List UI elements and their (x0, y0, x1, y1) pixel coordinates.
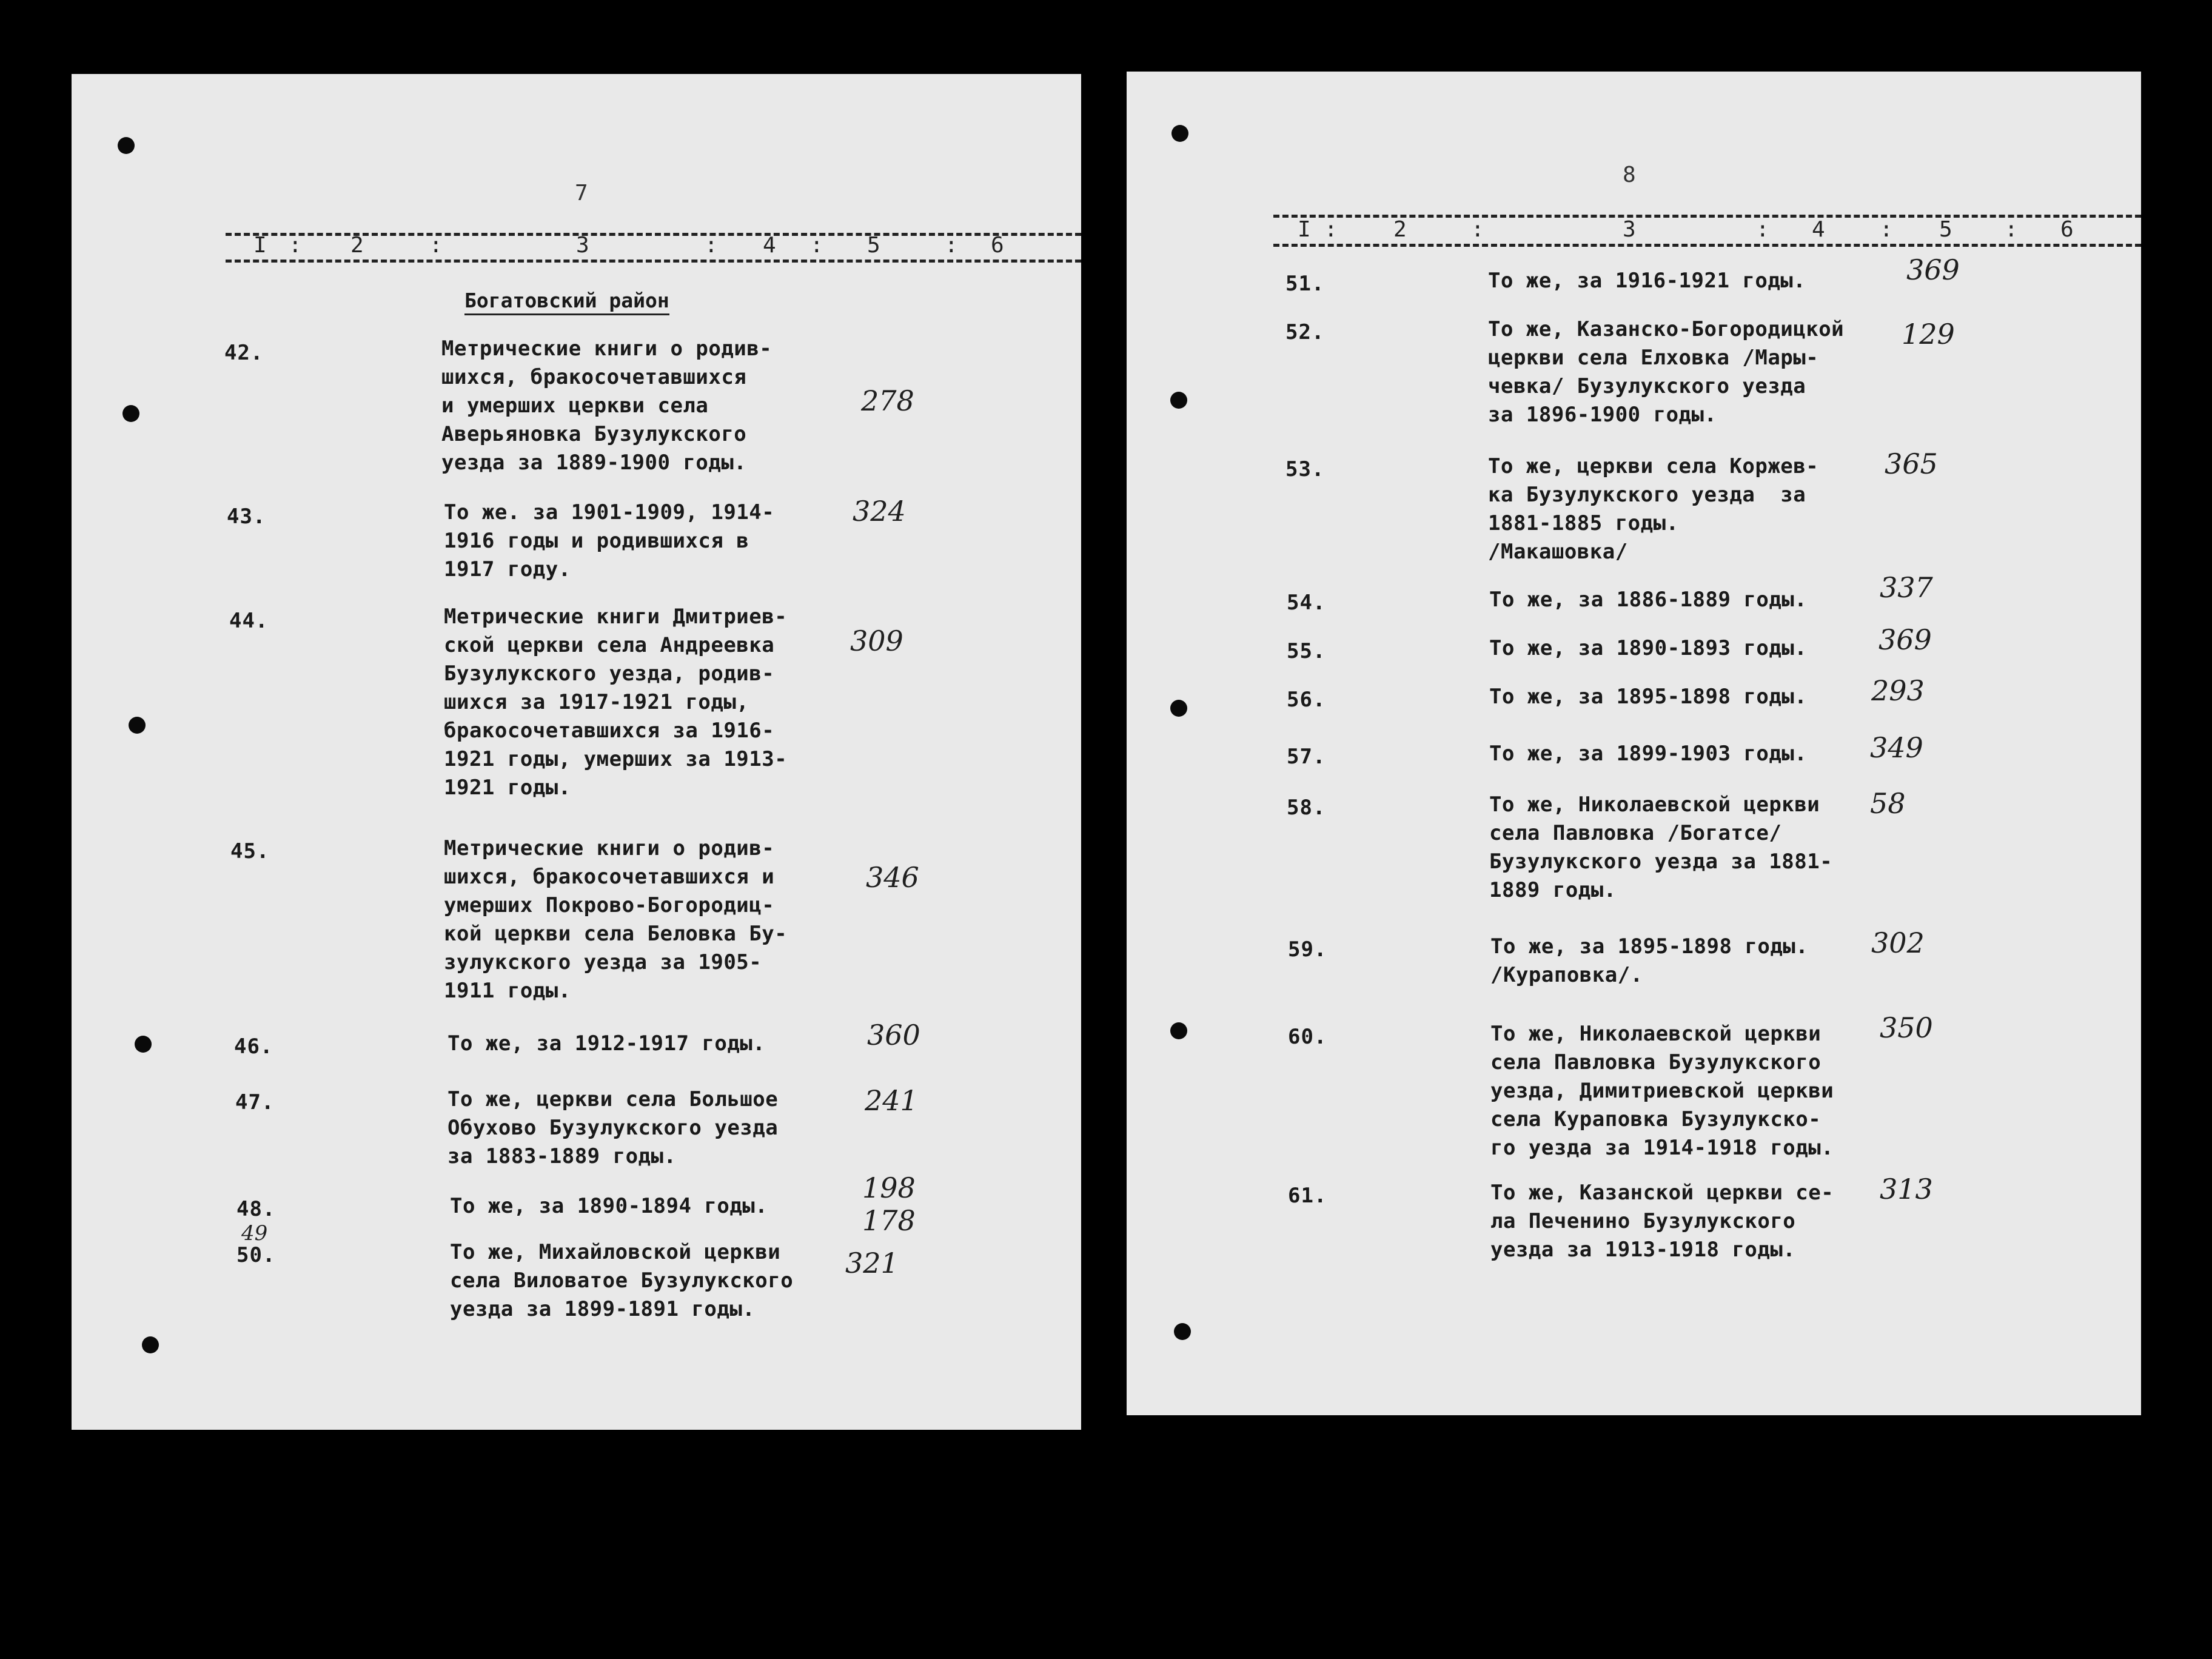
page-number: 7 (575, 181, 588, 206)
entry-description: Метрические книги о родив- шихся, бракосочетавшихся и умерших церкви села Аверьяновка Бузулукского уезда за 1889-1900 годы. (441, 337, 773, 475)
handwritten-count: 293 (1871, 674, 1925, 707)
entry-number: 56. (1287, 688, 1326, 712)
punch-hole (1171, 125, 1188, 142)
table-header-rule (1273, 244, 2141, 247)
punch-hole (1170, 700, 1187, 717)
punch-hole (1170, 392, 1187, 409)
region-title: Богатовский район (464, 289, 669, 315)
handwritten-count: 337 (1880, 571, 1933, 604)
entry-description: Метрические книги о родив- шихся, бракосочетавшихся и умерших Покрово-Богородиц- кой церкви села Беловка Бу- зулукского уезда за 1905- 1911 годы. (444, 836, 788, 1003)
left-page: 7 I : 2 : 3 : 4 : 5 : 6 Богатовский район 42. Метрические книги о родив- шихся, бракосочетавшихся и умерших церкви села Аверьяновка Бузулукского уезда за 1889-1900 годы. 278 43. То же. за 1901-1909, 1914- 1916 годы и родившихся в 1917 году. 324 44. Метрические книги Дмитриев- ской церкви села Андреевка Бузулукского уезда, родив- шихся за 1917-1921 годы, бракосочетавшихся за 1916- 1921 годы, умерших за 1913- 1921 годы. 309 45. Метрические книги о родив- шихся, бракосочетавшихся и умерших Покрово-Богородиц- кой церкви села Беловка Бу- зулукского уезда за 1905- 1911 годы. 346 46. То же, за 1912-1917 годы. 360 47. То же, церкви села Большое Обухово Бузулукского уезда за 1883-1889 годы. 241 48. То же, за 1890-1894 годы. 198 49 178 50. То же, Михайловской церкви села Виловатое Бузулукского уезда за 1899-1891 годы. 321 (72, 74, 1081, 1430)
handwritten-count: 302 (1871, 927, 1925, 959)
entry-description: Метрические книги Дмитриев- ской церкви села Андреевка Бузулукского уезда, родив- шихся за 1917-1921 годы, бракосочетавшихся за 1916- 1921 годы, умерших за 1913- 1921 годы. (444, 605, 788, 800)
punch-hole (135, 1036, 152, 1053)
entry-number: 42. (224, 341, 264, 365)
handwritten-count: 58 (1870, 787, 1906, 820)
entry-description: То же, церкви села Большое Обухово Бузулукского уезда за 1883-1889 годы. (447, 1087, 779, 1168)
entry-description: То же, за 1895-1898 годы. (1489, 685, 1808, 709)
handwritten-count: 178 (862, 1204, 916, 1237)
entry-description: То же, за 1895-1898 годы. /Кураповка/. (1490, 934, 1809, 987)
entry-description: То же, Казанско-Богородицкой церкви села Елховка /Мары- чевка/ Бузулукского уезда за 1896-1900 годы. (1488, 317, 1845, 427)
entry-number: 48. (236, 1197, 276, 1221)
handwritten-count: 350 (1880, 1011, 1933, 1044)
entry-description: То же, за 1890-1893 годы. (1489, 636, 1808, 660)
page-number: 8 (1623, 163, 1636, 187)
entry-description: То же, Михайловской церкви села Виловатое Бузулукского уезда за 1899-1891 годы. (450, 1240, 794, 1321)
entry-description: То же, Николаевской церкви села Павловка /Богатсе/ Бузулукского уезда за 1881- 1889 годы. (1489, 793, 1833, 902)
handwritten-count: 324 (853, 495, 906, 528)
entry-number: 44. (229, 609, 269, 633)
table-header-rule (226, 260, 1081, 263)
entry-description: То же, церкви села Коржев- ка Бузулукского уезда за 1881-1885 годы. /Макашовка/ (1488, 454, 1819, 564)
entry-description: То же. за 1901-1909, 1914- 1916 годы и родившихся в 1917 году. (444, 500, 775, 581)
entry-number: 59. (1288, 937, 1327, 962)
handwritten-count: 369 (1906, 253, 1960, 286)
right-page: 8 I : 2 : 3 : 4 : 5 : 6 51. То же, за 1916-1921 годы. 369 52. То же, Казанско-Богородицкой церкви села Елховка /Мары- чевка/ Бузулукского уезда за 1896-1900 годы. 129 53. То же, церкви села Коржев- ка Бузулукского уезда за 1881-1885 годы. /Макашовка/ 365 54. То же, за 1886-1889 годы. 337 55. То же, за 1890-1893 годы. 369 56. То же, за 1895-1898 годы. 293 57. То же, за 1899-1903 годы. 349 58. То же, Николаевской церкви села Павловка /Богатсе/ Бузулукского уезда за 1881- 1889 годы. 58 59. То же, за 1895-1898 годы. /Кураповка/. 302 60. То же, Николаевской церкви села Павловка Бузулукского уезда, Димитриевской церкви села Кураповка Бузулукско- го уезда за 1914-1918 годы. 350 61. То же, Казанской церкви се- ла Печенино Бузулукского уезда за 1913-1918 годы. 313 (1127, 72, 2141, 1415)
handwritten-count: 360 (867, 1019, 920, 1051)
handwritten-count: 278 (861, 384, 914, 417)
entry-description: То же, за 1890-1894 годы. (450, 1194, 768, 1218)
punch-hole (129, 717, 146, 734)
entry-description: То же, за 1916-1921 годы. (1488, 269, 1806, 293)
punch-hole (1170, 1022, 1187, 1039)
punch-hole (142, 1336, 159, 1353)
entry-number: 57. (1287, 745, 1326, 769)
entry-number: 52. (1285, 320, 1325, 344)
entry-number: 58. (1287, 796, 1326, 820)
handwritten-count: 365 (1885, 447, 1938, 480)
punch-hole (1174, 1323, 1191, 1340)
entry-description: То же, за 1886-1889 годы. (1489, 588, 1808, 612)
entry-number: 55. (1287, 639, 1326, 663)
entry-description: То же, Казанской церкви се- ла Печенино Бузулукского уезда за 1913-1918 годы. (1490, 1181, 1834, 1262)
entry-number: 50. (236, 1243, 276, 1267)
handwritten-count: 369 (1879, 623, 1932, 656)
handwritten-count: 321 (845, 1247, 899, 1279)
entry-number: 60. (1288, 1025, 1327, 1049)
punch-hole (122, 405, 139, 422)
handwritten-count: 346 (866, 861, 919, 894)
punch-hole (118, 137, 135, 154)
entry-description: То же, Николаевской церкви села Павловка Бузулукского уезда, Димитриевской церкви села Кураповка Бузулукско- го уезда за 1914-1918 годы. (1490, 1022, 1834, 1160)
entry-number: 53. (1285, 457, 1325, 481)
handwritten-entry-number: 49 (241, 1221, 268, 1245)
handwritten-count: 349 (1870, 731, 1923, 764)
entry-number: 43. (227, 504, 266, 529)
handwritten-count: 129 (1902, 318, 1955, 350)
entry-number: 45. (230, 839, 270, 863)
handwritten-count: 309 (850, 625, 903, 657)
entry-description: То же, за 1899-1903 годы. (1489, 742, 1808, 766)
entry-number: 47. (235, 1090, 275, 1114)
entry-number: 61. (1288, 1184, 1327, 1208)
handwritten-count: 198 (862, 1171, 916, 1204)
handwritten-count: 313 (1880, 1173, 1933, 1205)
entry-number: 51. (1285, 272, 1325, 296)
handwritten-count: 241 (865, 1084, 918, 1117)
entry-number: 54. (1287, 591, 1326, 615)
entry-description: То же, за 1912-1917 годы. (447, 1031, 766, 1056)
entry-number: 46. (234, 1034, 273, 1059)
